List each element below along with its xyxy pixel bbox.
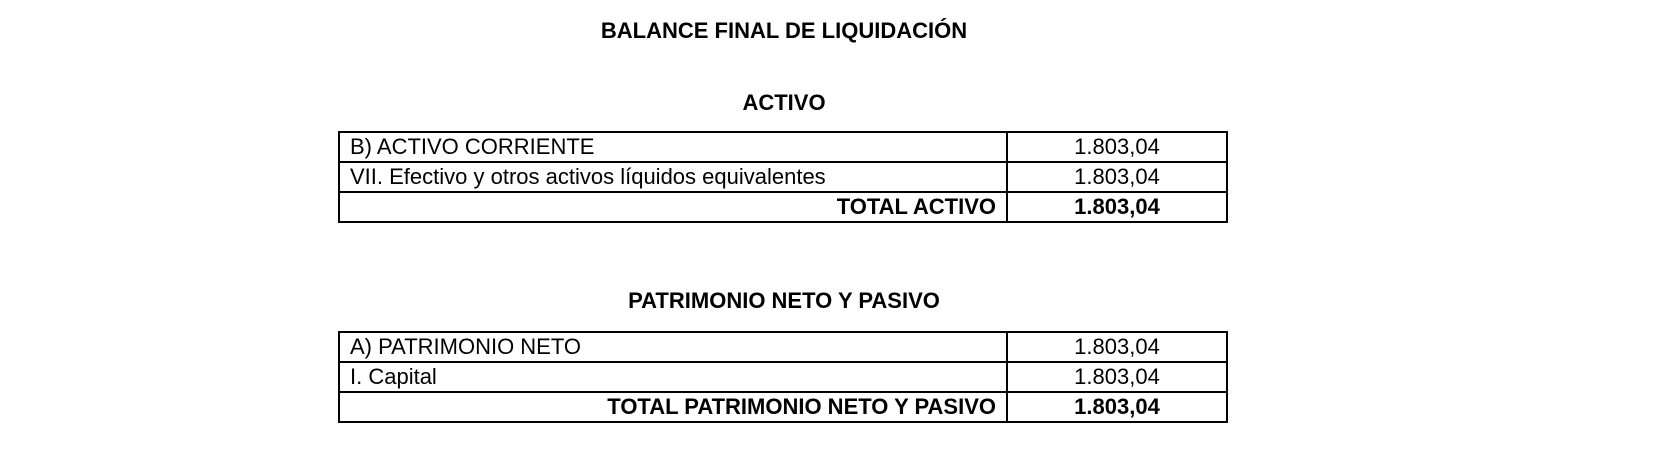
- table-row: [339, 362, 1227, 392]
- total-row: [339, 192, 1227, 222]
- total-row: [339, 392, 1227, 422]
- total-label: TOTAL PATRIMONIO NETO Y PASIVO: [339, 392, 1007, 422]
- activo-table: [338, 131, 1228, 223]
- row-label: VII. Efectivo y otros activos líquidos equivalentes: [339, 162, 1007, 192]
- row-value: 1.803,04: [1007, 132, 1227, 162]
- total-value: 1.803,04: [1007, 192, 1227, 222]
- row-value: 1.803,04: [1007, 162, 1227, 192]
- total-label: TOTAL ACTIVO: [339, 192, 1007, 222]
- pasivo-heading: PATRIMONIO NETO Y PASIVO: [628, 288, 940, 313]
- row-label: A) PATRIMONIO NETO: [339, 332, 1007, 362]
- document-title: BALANCE FINAL DE LIQUIDACIÓN: [600, 18, 968, 43]
- row-label: I. Capital: [339, 362, 1007, 392]
- pasivo-table: [338, 331, 1228, 423]
- total-value: 1.803,04: [1007, 392, 1227, 422]
- row-label: B) ACTIVO CORRIENTE: [339, 132, 1007, 162]
- row-value: 1.803,04: [1007, 332, 1227, 362]
- table-row: [339, 132, 1227, 162]
- activo-heading: ACTIVO: [742, 90, 826, 115]
- table-row: [339, 162, 1227, 192]
- row-value: 1.803,04: [1007, 362, 1227, 392]
- table-row: [339, 332, 1227, 362]
